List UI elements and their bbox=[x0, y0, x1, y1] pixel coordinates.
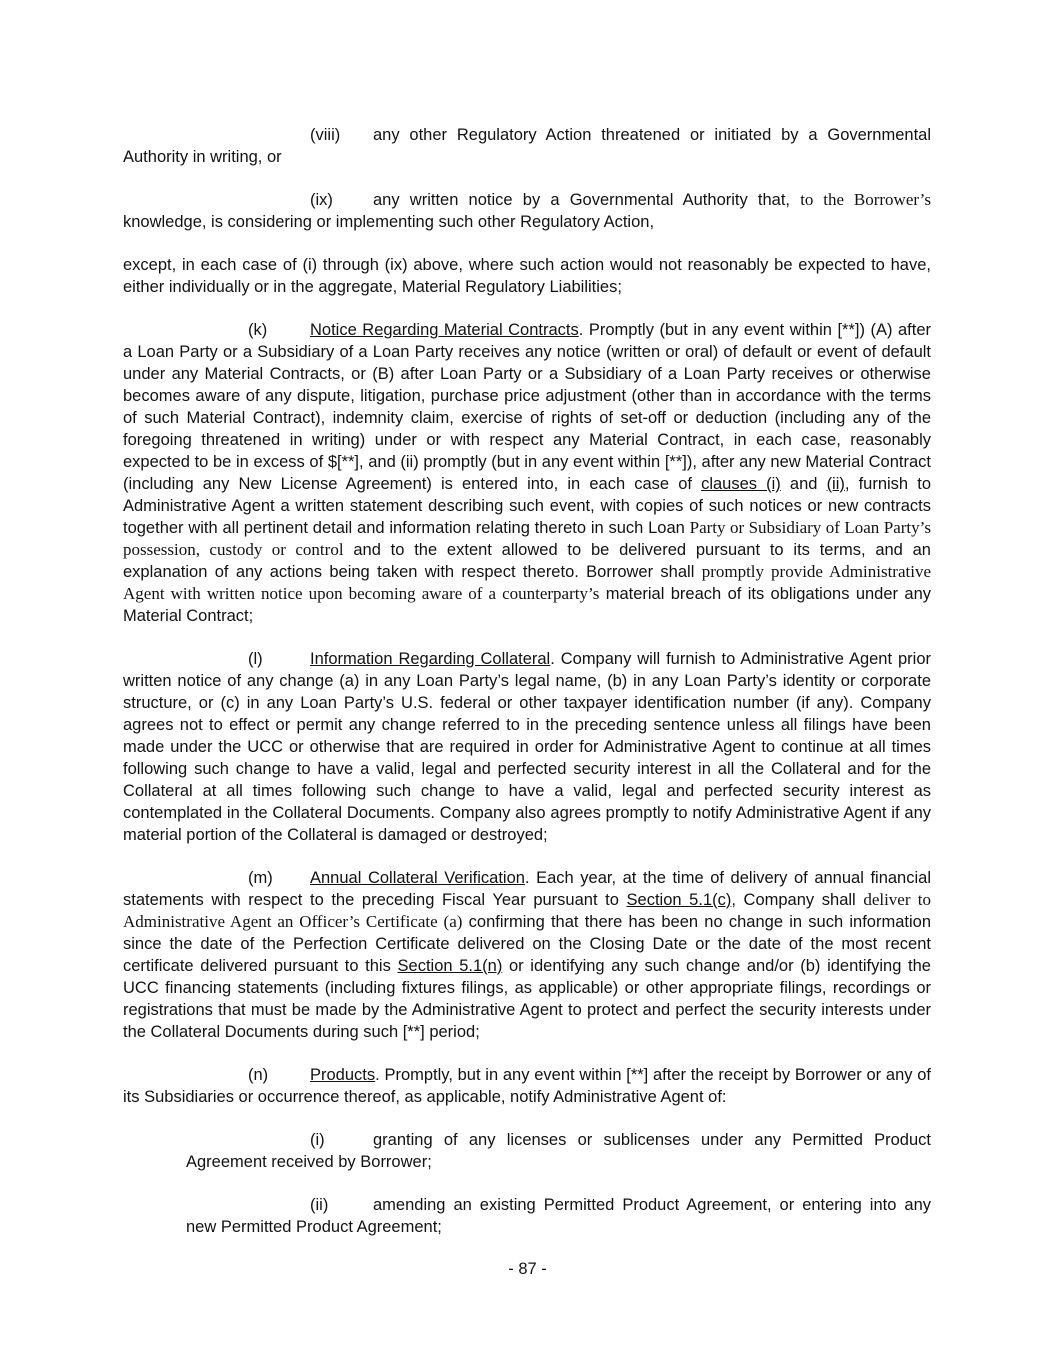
list-marker: (n) bbox=[248, 1066, 269, 1084]
text-run: any written notice by a Governmental Authority that, bbox=[373, 191, 801, 209]
underlined-text: (ii) bbox=[826, 475, 845, 493]
text-run: deliver to Administrative Agent an Officer’s Certificate (a) bbox=[123, 890, 932, 931]
text-run: granting of any licenses or sublicenses under any Permitted Product Agreement received by Borrower; bbox=[186, 1131, 931, 1171]
text-run: . Company will furnish to Administrative Agent prior written notice of any change (a) in any Loan Party’s legal name, (b) in any Loan Party’s identity or corporate structure, or (c) in any Loan Party’s U.S. federal or other taxpayer identification number (if any). Company agrees not to effect or permit any change referred to in the preceding sentence unless all filings have been made under the UCC or otherwise that are required in order for Administrative Agent to continue at all times following such change to have a valid, legal and perfected security interest in all the Collateral and for the Collateral at all times following such change to have a valid, legal and perfected security interest as contemplated in the Collateral Documents. Company also agrees promptly to notify Administrative Agent if any material portion of the Collateral is damaged or destroyed; bbox=[123, 650, 931, 844]
list-marker: (m) bbox=[248, 869, 273, 887]
paragraph-ix bbox=[123, 189, 931, 233]
paragraph-n-i bbox=[186, 1129, 931, 1173]
text-run: material breach of its obligations under any Material Contract; bbox=[123, 585, 931, 625]
text-run: amending an existing Permitted Product Agreement, or entering into any new Permitted Product Agreement; bbox=[186, 1196, 931, 1236]
paragraph-viii bbox=[123, 124, 931, 168]
page-number: - 87 - bbox=[508, 1260, 547, 1278]
paragraph-l-information-regarding-collateral bbox=[123, 648, 931, 846]
list-marker: (ii) bbox=[310, 1196, 329, 1214]
list-marker: (k) bbox=[248, 321, 268, 339]
paragraph-k-notice-regarding-material-contracts bbox=[123, 319, 931, 627]
text-run: promptly provide Administrative Agent with written notice upon becoming aware of a counterparty’s bbox=[123, 562, 932, 603]
paragraph-n-products bbox=[123, 1064, 931, 1108]
text-run: except, in each case of (i) through (ix) above, where such action would not reasonably be expected to have, either individually or in the aggregate, Material Regulatory Liabilities; bbox=[123, 256, 931, 296]
text-run: Party or Subsidiary of Loan Party’s possession, custody or control bbox=[123, 518, 931, 559]
text-run: , furnish to Administrative Agent a written statement describing such event, with copies of such notices or new contracts together with all pertinent detail and information relating thereto in such Loan bbox=[123, 475, 931, 537]
text-run: and to the extent allowed to be delivered pursuant to its terms, and an explanation of any actions being taken with respect thereto. Borrower shall bbox=[123, 541, 931, 581]
underlined-text: Section 5.1(n) bbox=[397, 957, 503, 975]
text-run: . Each year, at the time of delivery of annual financial statements with respect to the preceding Fiscal Year pursuant to bbox=[123, 869, 931, 909]
text-run: to the Borrower’s bbox=[800, 190, 931, 209]
document-body bbox=[123, 124, 931, 1259]
list-marker: (viii) bbox=[310, 126, 341, 144]
underlined-text: Annual Collateral Verification bbox=[310, 869, 525, 887]
text-run: . Promptly (but in any event within [**]) (A) after a Loan Party or a Subsidiary of a Loan Party receives any notice (written or oral) of default or event of default under any Material Contracts, or (B) after Loan Party or a Subsidiary of a Loan Party receives or otherwise becomes aware of any dispute, litigation, purchase price adjustment (other than in accordance with the terms of such Material Contract), indemnity claim, exercise of rights of set-off or deduction (including any of the foregoing threatened in writing) under or with respect any Material Contract, in each case, reasonably expected to be in excess of $[**], and (ii) promptly (but in any event within [**]), after any new Material Contract (including any New License Agreement) is entered into, in each case of bbox=[123, 321, 931, 493]
list-marker: (i) bbox=[310, 1131, 325, 1149]
text-run: . Promptly, but in any event within [**] after the receipt by Borrower or any of its Subsidiaries or occurrence thereof, as applicable, notify Administrative Agent of: bbox=[123, 1066, 931, 1106]
text-run: and bbox=[780, 475, 827, 493]
text-run: or identifying any such change and/or (b) identifying the UCC financing statements (including fixtures filings, as applicable) or other appropriate filings, recordings or registrations that must be made by the Administrative Agent to protect and perfect the security interests under the Collateral Documents during such [**] period; bbox=[123, 957, 931, 1041]
text-run: knowledge, is considering or implementing such other Regulatory Action, bbox=[123, 213, 655, 231]
paragraph-except-proviso bbox=[123, 254, 931, 298]
paragraph-m-annual-collateral-verification bbox=[123, 867, 931, 1043]
text-run: , Company shall bbox=[731, 891, 864, 909]
list-marker: (l) bbox=[248, 650, 263, 668]
paragraph-n-ii bbox=[186, 1194, 931, 1238]
text-run: confirming that there has been no change in such information since the date of the Perfection Certificate delivered on the Closing Date or the date of the most recent certificate delivered pursuant to this bbox=[123, 913, 931, 975]
text-run: any other Regulatory Action threatened or initiated by a Governmental Authority in writing, or bbox=[123, 126, 931, 166]
underlined-text: Information Regarding Collateral bbox=[310, 650, 551, 668]
underlined-text: Products bbox=[310, 1066, 376, 1084]
underlined-text: Notice Regarding Material Contracts bbox=[310, 321, 579, 339]
list-marker: (ix) bbox=[310, 191, 333, 209]
underlined-text: clauses (i) bbox=[701, 475, 781, 493]
underlined-text: Section 5.1(c) bbox=[626, 891, 732, 909]
